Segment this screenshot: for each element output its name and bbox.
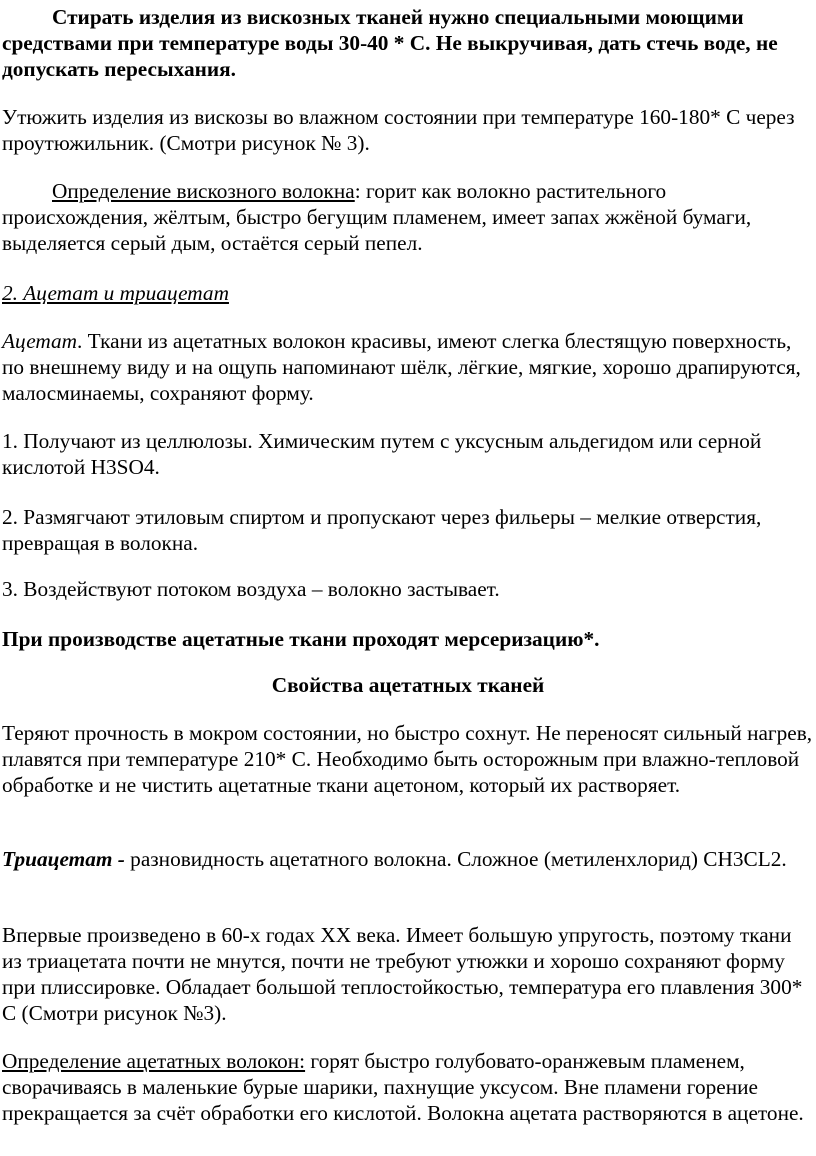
paragraph-acetate [2,328,814,406]
list-item-step-3: 3. Воздействуют потоком воздуха – волокно застывает. [2,577,500,601]
paragraph-viscose-definition [2,178,814,256]
text-viscose-definition: : горит как волокно растительного происхождения, жёлтым, быстро бегущим пламенем, имеет запах жжёной бумаги, выделяется серый дым, остаётся серый пепел. [2,179,752,255]
term-acetate-definition: Определение ацетатных волокон: [2,1049,306,1073]
paragraph-triacetate-history: Впервые произведено в 60-х годах XX века. Имеет большую упругость, поэтому ткани из триацетата почти не мнутся, почти не требуют утюжки и хорошо сохраняют форму при плиссировке. Обладает большой теплостойкостью, температура его плавления 300* С (Смотри рисунок №3). [2,923,803,1025]
text-acetate-definition: горят быстро голубовато-оранжевым пламенем, сворачиваясь в маленькие бурые шарики, пахнущие уксусом. Вне пламени горение прекращается за счёт обработки его кислотой. Волокна ацетата растворяются в ацетоне. [2,1049,804,1125]
text-acetate: . Ткани из ацетатных волокон красивы, имеют слегка блестящую поверхность, по внешнему виду и на ощупь напоминают шёлк, лёгкие, мягкие, хорошо драпируются, малосминаемы, сохраняют форму. [2,329,801,405]
paragraph-acetate-properties: Теряют прочность в мокром состоянии, но быстро сохнут. Не переносят сильный нагрев, плавятся при температуре 210* С. Необходимо быть осторожным при влажно-тепловой обработке и не чистить ацетатные ткани ацетоном, который их растворяет. [2,721,813,797]
paragraph-triacetate [2,846,814,872]
paragraph-acetate-definition [2,1048,814,1126]
text-triacetate: разновидность ацетатного волокна. Сложное (метиленхлорид) CH3CL2. [124,847,787,871]
list-item-step-1: 1. Получают из целлюлозы. Химическим путем с уксусным альдегидом или серной кислотой H3SO4. [2,429,762,479]
paragraph-washing: Стирать изделия из вискозных тканей нужно специальными моющими средствами при температуре воды 30-40 * С. Не выкручивая, дать стечь воде, не допускать пересыхания. [2,5,778,81]
section-heading-acetate: 2. Ацетат и триацетат [2,281,229,305]
term-acetate: Ацетат [2,329,78,353]
term-viscose-definition: Определение вискозного волокна [52,179,355,203]
paragraph-mercerization: При производстве ацетатные ткани проходят мерсеризацию*. [2,627,600,651]
term-triacetate: Триацетат - [2,847,125,871]
heading-acetate-properties: Свойства ацетатных тканей [271,673,545,697]
list-item-step-2: 2. Размягчают этиловым спиртом и пропускают через фильеры – мелкие отверстия, превращая в волокна. [2,505,762,555]
paragraph-ironing: Утюжить изделия из вискозы во влажном состоянии при температуре 160-180* С через проутюжильник. (Смотри рисунок № 3). [2,105,795,155]
